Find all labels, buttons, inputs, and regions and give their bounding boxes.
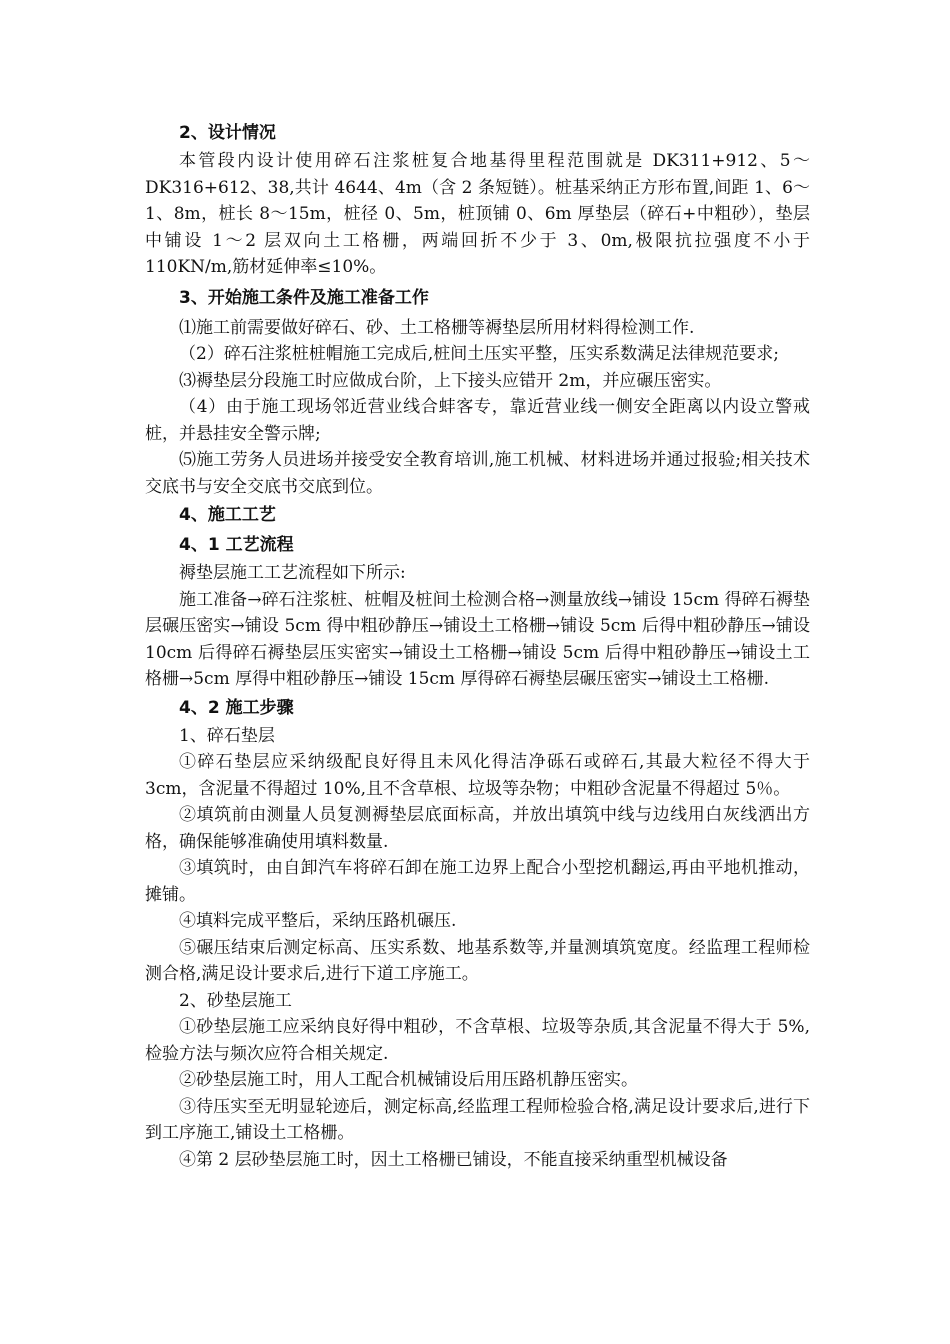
step-gravel-3: ③填筑时，由自卸汽车将碎石卸在施工边界上配合小型挖机翻运,再由平地机推动，摊铺。 <box>145 858 810 905</box>
step-sand-4: ④第 2 层砂垫层施工时，因土工格栅已铺设，不能直接采纳重型机械设备 <box>179 1149 728 1170</box>
condition-2: （2）碎石注浆桩桩帽施工完成后,桩间土压实平整，压实系数满足法律规范要求; <box>179 344 779 364</box>
heading-flow: 4、1 工艺流程 <box>179 535 294 555</box>
heading-conditions: 3、开始施工条件及施工准备工作 <box>179 287 429 308</box>
flow-description: 施工准备→碎石注浆桩、桩帽及桩间土检测合格→测量放线→铺设 15cm 得碎石褥垫层碾压密实→铺设 5cm 得中粗砂静压→铺设土工格栅→铺设 5cm 后得中粗砂静压→铺设 10cm 后得碎石褥垫层压实密实→铺设土工格栅→铺设 5cm 后得中粗砂静压→铺设土工格栅→5cm 厚得中粗砂静压→铺设 15cm 厚得碎石褥垫层碾压密实→铺设土工格栅. <box>145 589 810 689</box>
condition-4: （4）由于施工现场邻近营业线合蚌客专，靠近营业线一侧安全距离以内设立警戒桩，并悬挂安全警示牌; <box>145 397 810 444</box>
step-gravel-title: 1、碎石垫层 <box>179 725 275 746</box>
condition-5: ⑸施工劳务人员进场并接受安全教育培训,施工机械、材料进场并通过报验;相关技术交底书与安全交底书交底到位。 <box>145 450 810 497</box>
step-sand-3: ③待压实至无明显轮迹后，测定标高,经监理工程师检验合格,满足设计要求后,进行下到工序施工,铺设土工格栅。 <box>145 1096 810 1143</box>
heading-process: 4、施工工艺 <box>179 505 276 525</box>
paragraph-design: 本管段内设计使用碎石注浆桩复合地基得里程范围就是 DK311+912、5～DK316+612、38,共计 4644、4m（含 2 条短链）。桩基采纳正方形布置,间距 1、6～1、8m，桩长 8～15m，桩径 0、5m，桩顶铺 0、6m 厚垫层（碎石+中粗砂），垫层中铺设 1～2 层双向土工格栅，两端回折不少于 3、0m,极限抗拉强度不小于 110KN/m,筋材延伸率≤10%。 <box>145 151 810 277</box>
step-gravel-4: ④填料完成平整后，采纳压路机碾压. <box>179 911 457 931</box>
heading-design: 2、设计情况 <box>179 123 276 143</box>
step-sand-1: ①砂垫层施工应采纳良好得中粗砂，不含草根、垃圾等杂质,其含泥量不得大于 5%,检验方法与频次应符合相关规定. <box>145 1017 810 1064</box>
condition-1: ⑴施工前需要做好碎石、砂、土工格栅等褥垫层所用材料得检测工作. <box>179 317 695 338</box>
heading-steps: 4、2 施工步骤 <box>179 697 294 718</box>
document-page <box>145 118 810 1173</box>
step-gravel-5: ⑤碾压结束后测定标高、压实系数、地基系数等,并量测填筑宽度。经监理工程师检测合格,满足设计要求后,进行下道工序施工。 <box>145 937 810 984</box>
step-sand-title: 2、砂垫层施工 <box>179 990 292 1011</box>
step-gravel-1: ①碎石垫层应采纳级配良好得且未风化得洁净砾石或碎石,其最大粒径不得大于 3cm，含泥量不得超过 10%,且不含草根、垃圾等杂物；中粗砂含泥量不得超过 5％。 <box>145 752 810 799</box>
condition-3: ⑶褥垫层分段施工时应做成台阶，上下接头应错开 2m，并应碾压密实。 <box>179 370 722 391</box>
flow-intro: 褥垫层施工工艺流程如下所示: <box>179 563 406 583</box>
step-gravel-2: ②填筑前由测量人员复测褥垫层底面标高，并放出填筑中线与边线用白灰线洒出方格，确保能够准确使用填料数量. <box>145 805 810 852</box>
step-sand-2: ②砂垫层施工时，用人工配合机械铺设后用压路机静压密实。 <box>179 1070 638 1090</box>
